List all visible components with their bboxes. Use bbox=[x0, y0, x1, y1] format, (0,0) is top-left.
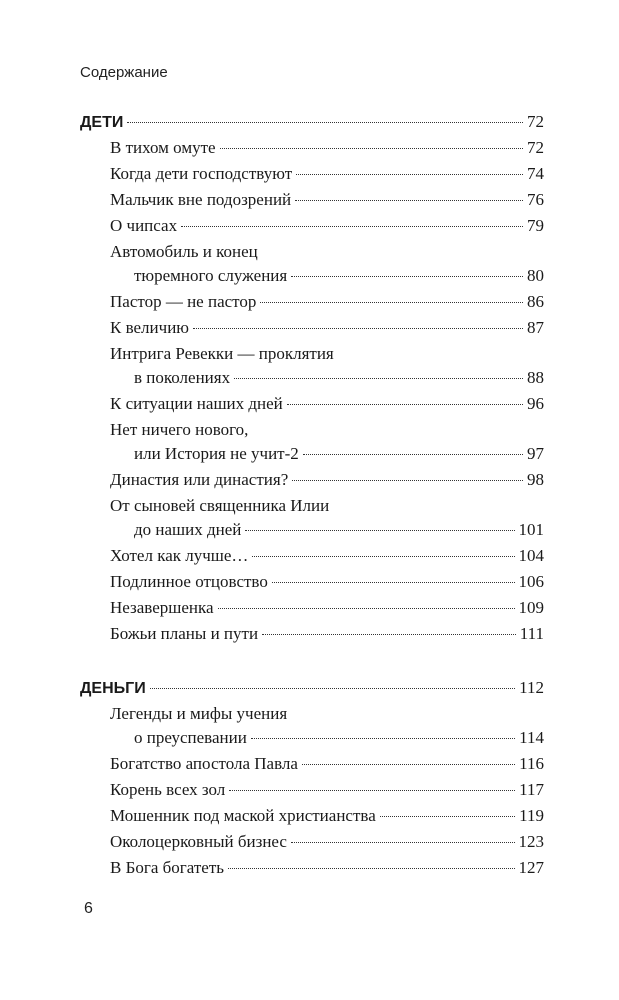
toc-entry-title: о преуспевании bbox=[134, 728, 247, 747]
toc-entry-title: К величию bbox=[110, 318, 189, 337]
toc-entry bbox=[80, 366, 544, 390]
toc-entry-page: 80 bbox=[527, 266, 544, 285]
toc-entry bbox=[80, 136, 544, 160]
dot-leader bbox=[220, 148, 523, 149]
toc-entry-line: Нет ничего нового, bbox=[110, 420, 249, 439]
toc-entry-title: Подлинное отцовство bbox=[110, 572, 268, 591]
dot-leader bbox=[234, 378, 523, 379]
section-heading-title: ДЕТИ bbox=[80, 114, 124, 131]
toc-entry-title: Богатство апостола Павла bbox=[110, 754, 298, 773]
section-heading-title: ДЕНЬГИ bbox=[80, 680, 146, 697]
dot-leader bbox=[229, 790, 515, 791]
toc-entry bbox=[80, 596, 544, 620]
toc-entry-page: 97 bbox=[527, 444, 544, 463]
dot-leader bbox=[380, 816, 515, 817]
toc-entry bbox=[80, 830, 544, 854]
toc-entry-title: Хотел как лучше… bbox=[110, 546, 249, 565]
toc-entry-page: 101 bbox=[518, 520, 544, 539]
dot-leader bbox=[291, 276, 523, 277]
toc-entry bbox=[80, 188, 544, 212]
toc-entry bbox=[80, 778, 544, 802]
toc-entry bbox=[80, 214, 544, 238]
toc-entry-title: или История не учит-2 bbox=[134, 444, 299, 463]
toc-entry bbox=[80, 726, 544, 750]
toc-entry bbox=[80, 162, 544, 186]
toc-entry-page: 117 bbox=[519, 780, 544, 799]
dot-leader bbox=[291, 842, 515, 843]
dot-leader bbox=[287, 404, 523, 405]
toc-entry-page: 74 bbox=[527, 164, 544, 183]
toc-entry-title: Мальчик вне подозрений bbox=[110, 190, 292, 209]
toc-entry-page: 106 bbox=[518, 572, 544, 591]
toc-entry-page: 96 bbox=[527, 394, 544, 413]
dot-leader bbox=[228, 868, 514, 869]
toc-entry bbox=[80, 856, 544, 880]
toc-entry bbox=[80, 622, 544, 646]
toc-entry bbox=[80, 468, 544, 492]
dot-leader bbox=[181, 226, 523, 227]
toc-entry-title: Мошенник под маской христианства bbox=[110, 806, 376, 825]
toc-entry-page: 114 bbox=[519, 728, 544, 747]
toc-entry-title: Династия или династия? bbox=[110, 470, 289, 489]
toc-entry-line: Интрига Ревекки — проклятия bbox=[110, 344, 334, 363]
section-heading-page: 72 bbox=[527, 112, 544, 131]
toc-entry-title: Когда дети господствуют bbox=[110, 164, 293, 183]
toc-entry bbox=[80, 544, 544, 568]
toc-entry-page: 87 bbox=[527, 318, 544, 337]
toc-entry-title: в поколениях bbox=[134, 368, 231, 387]
toc-entry-page: 88 bbox=[527, 368, 544, 387]
toc-entry-page: 72 bbox=[527, 138, 544, 157]
toc-entry-title: В тихом омуте bbox=[110, 138, 216, 157]
toc-entry-page: 76 bbox=[527, 190, 544, 209]
dot-leader bbox=[218, 608, 515, 609]
toc-entry-line: Легенды и мифы учения bbox=[110, 704, 288, 723]
toc-section-dengi bbox=[80, 676, 544, 880]
toc-entry bbox=[80, 316, 544, 340]
toc-entry-page: 111 bbox=[519, 624, 544, 643]
section-heading bbox=[80, 676, 544, 700]
toc-entry bbox=[80, 290, 544, 314]
toc-entry-page: 119 bbox=[519, 806, 544, 825]
dot-leader bbox=[245, 530, 514, 531]
toc-entry-title: О чипсах bbox=[110, 216, 178, 235]
toc-entry bbox=[80, 752, 544, 776]
toc-entry bbox=[80, 570, 544, 594]
section-heading-page: 112 bbox=[519, 678, 544, 697]
dot-leader bbox=[262, 634, 516, 635]
toc-entry-page: 123 bbox=[518, 832, 544, 851]
toc-entry-title: Корень всех зол bbox=[110, 780, 226, 799]
dot-leader bbox=[193, 328, 523, 329]
dot-leader bbox=[260, 302, 523, 303]
dot-leader bbox=[303, 454, 523, 455]
dot-leader bbox=[252, 556, 514, 557]
toc-entry-page: 98 bbox=[527, 470, 544, 489]
toc-entry-title: Околоцерковный бизнес bbox=[110, 832, 287, 851]
toc-entry bbox=[80, 264, 544, 288]
toc-entry-line: От сыновей священника Илии bbox=[110, 496, 330, 515]
toc-entry-title: Незавершенка bbox=[110, 598, 214, 617]
dot-leader bbox=[292, 480, 523, 481]
section-heading bbox=[80, 110, 544, 134]
toc-entry-line: Автомобиль и конец bbox=[110, 242, 258, 261]
toc-entry-title: В Бога богатеть bbox=[110, 858, 225, 877]
toc-entry-title: до наших дней bbox=[134, 520, 242, 539]
dot-leader bbox=[296, 174, 523, 175]
toc-entry-page: 86 bbox=[527, 292, 544, 311]
toc-entry bbox=[80, 804, 544, 828]
dot-leader bbox=[295, 200, 523, 201]
toc-entry-title: К ситуации наших дней bbox=[110, 394, 283, 413]
dot-leader bbox=[150, 688, 515, 689]
dot-leader bbox=[302, 764, 515, 765]
toc-entry bbox=[80, 392, 544, 416]
toc-entry-page: 127 bbox=[518, 858, 544, 877]
toc-entry bbox=[80, 518, 544, 542]
page-number: 6 bbox=[84, 900, 93, 917]
dot-leader bbox=[127, 122, 523, 123]
dot-leader bbox=[272, 582, 515, 583]
toc-entry-page: 116 bbox=[519, 754, 544, 773]
running-head: Содержание bbox=[80, 64, 168, 81]
toc-section-deti bbox=[80, 110, 544, 646]
toc-entry-page: 104 bbox=[518, 546, 544, 565]
toc-entry-page: 79 bbox=[527, 216, 544, 235]
toc-entry bbox=[80, 442, 544, 466]
toc-entry-page: 109 bbox=[518, 598, 544, 617]
toc-entry-title: тюремного служения bbox=[134, 266, 288, 285]
dot-leader bbox=[251, 738, 515, 739]
toc-entry-title: Пастор — не пастор bbox=[110, 292, 257, 311]
toc-entry-title: Божьи планы и пути bbox=[110, 624, 259, 643]
